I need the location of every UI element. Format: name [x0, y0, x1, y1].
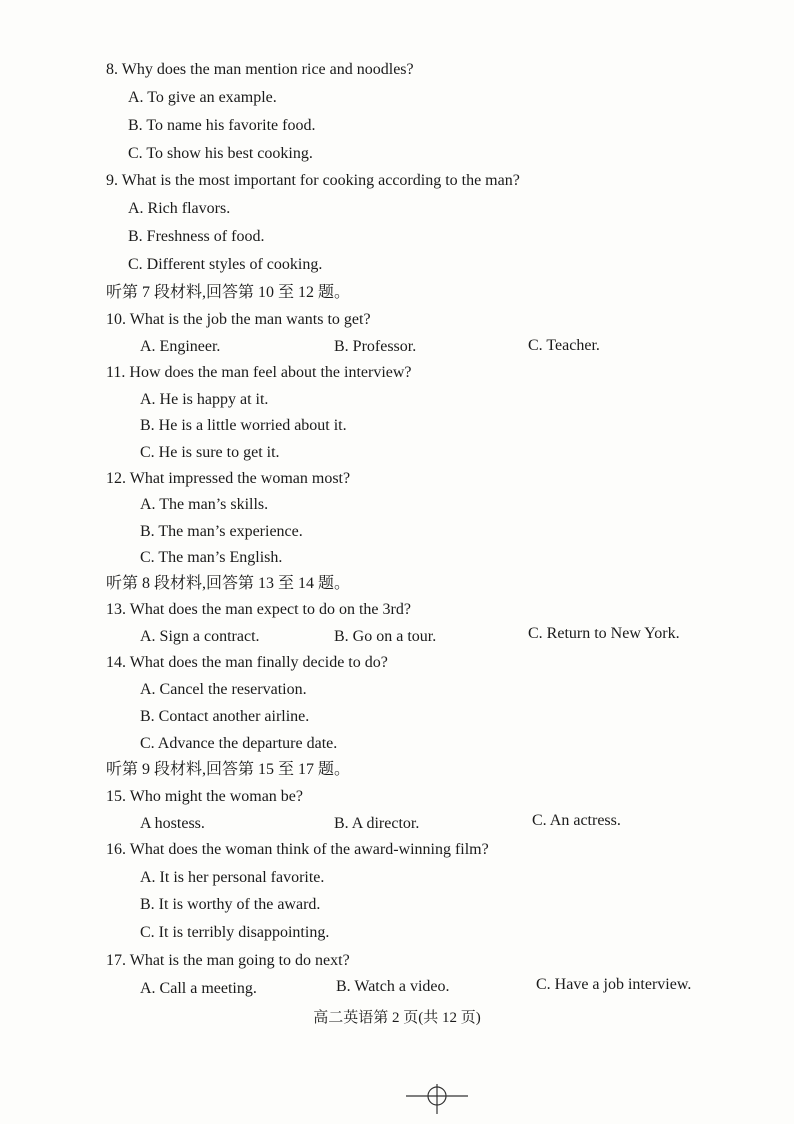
question-17-option-c: C. Have a job interview.: [536, 976, 692, 993]
question-11-stem: 11. How does the man feel about the interview?: [106, 364, 412, 381]
question-16-option-b: B. It is worthy of the award.: [140, 896, 321, 913]
question-12-option-b: B. The man’s experience.: [140, 523, 303, 540]
registration-mark-icon: [404, 1080, 470, 1116]
section-heading-9: 听第 9 段材料,回答第 15 至 17 题。: [106, 761, 351, 778]
question-9-option-a: A. Rich flavors.: [128, 200, 231, 217]
question-16-option-c: C. It is terribly disappointing.: [140, 924, 330, 941]
question-11-option-c: C. He is sure to get it.: [140, 444, 280, 461]
question-9-option-c: C. Different styles of cooking.: [128, 256, 323, 273]
question-16-stem: 16. What does the woman think of the award-winning film?: [106, 841, 489, 858]
question-9-stem: 9. What is the most important for cooking according to the man?: [106, 172, 520, 189]
question-17-option-b: B. Watch a video.: [336, 978, 450, 995]
question-13-option-b: B. Go on a tour.: [334, 628, 437, 645]
question-12-option-c: C. The man’s English.: [140, 549, 283, 566]
question-14-stem: 14. What does the man finally decide to do?: [106, 654, 388, 671]
question-15-option-a: A hostess.: [140, 815, 205, 832]
question-15-option-c: C. An actress.: [532, 812, 621, 829]
question-17-stem: 17. What is the man going to do next?: [106, 952, 350, 969]
question-9-option-b: B. Freshness of food.: [128, 228, 265, 245]
question-12-option-a: A. The man’s skills.: [140, 496, 269, 513]
question-14-option-c: C. Advance the departure date.: [140, 735, 338, 752]
question-10-option-b: B. Professor.: [334, 338, 417, 355]
page-footer: 高二英语第 2 页(共 12 页): [313, 1010, 481, 1026]
question-17-option-a: A. Call a meeting.: [140, 980, 257, 997]
question-10-option-a: A. Engineer.: [140, 338, 221, 355]
question-8-option-b: B. To name his favorite food.: [128, 117, 316, 134]
question-11-option-a: A. He is happy at it.: [140, 391, 269, 408]
question-11-option-b: B. He is a little worried about it.: [140, 417, 347, 434]
question-8-option-a: A. To give an example.: [128, 89, 277, 106]
question-8-stem: 8. Why does the man mention rice and noodles?: [106, 61, 414, 78]
question-15-option-b: B. A director.: [334, 815, 420, 832]
question-13-stem: 13. What does the man expect to do on the 3rd?: [106, 601, 411, 618]
question-13-option-c: C. Return to New York.: [528, 625, 680, 642]
question-15-stem: 15. Who might the woman be?: [106, 788, 303, 805]
question-10-stem: 10. What is the job the man wants to get?: [106, 311, 371, 328]
question-8-option-c: C. To show his best cooking.: [128, 145, 313, 162]
question-13-option-a: A. Sign a contract.: [140, 628, 260, 645]
section-heading-8: 听第 8 段材料,回答第 13 至 14 题。: [106, 575, 351, 592]
section-heading-7: 听第 7 段材料,回答第 10 至 12 题。: [106, 284, 351, 301]
question-12-stem: 12. What impressed the woman most?: [106, 470, 351, 487]
question-14-option-a: A. Cancel the reservation.: [140, 681, 307, 698]
question-14-option-b: B. Contact another airline.: [140, 708, 310, 725]
question-10-option-c: C. Teacher.: [528, 337, 600, 354]
question-16-option-a: A. It is her personal favorite.: [140, 869, 325, 886]
